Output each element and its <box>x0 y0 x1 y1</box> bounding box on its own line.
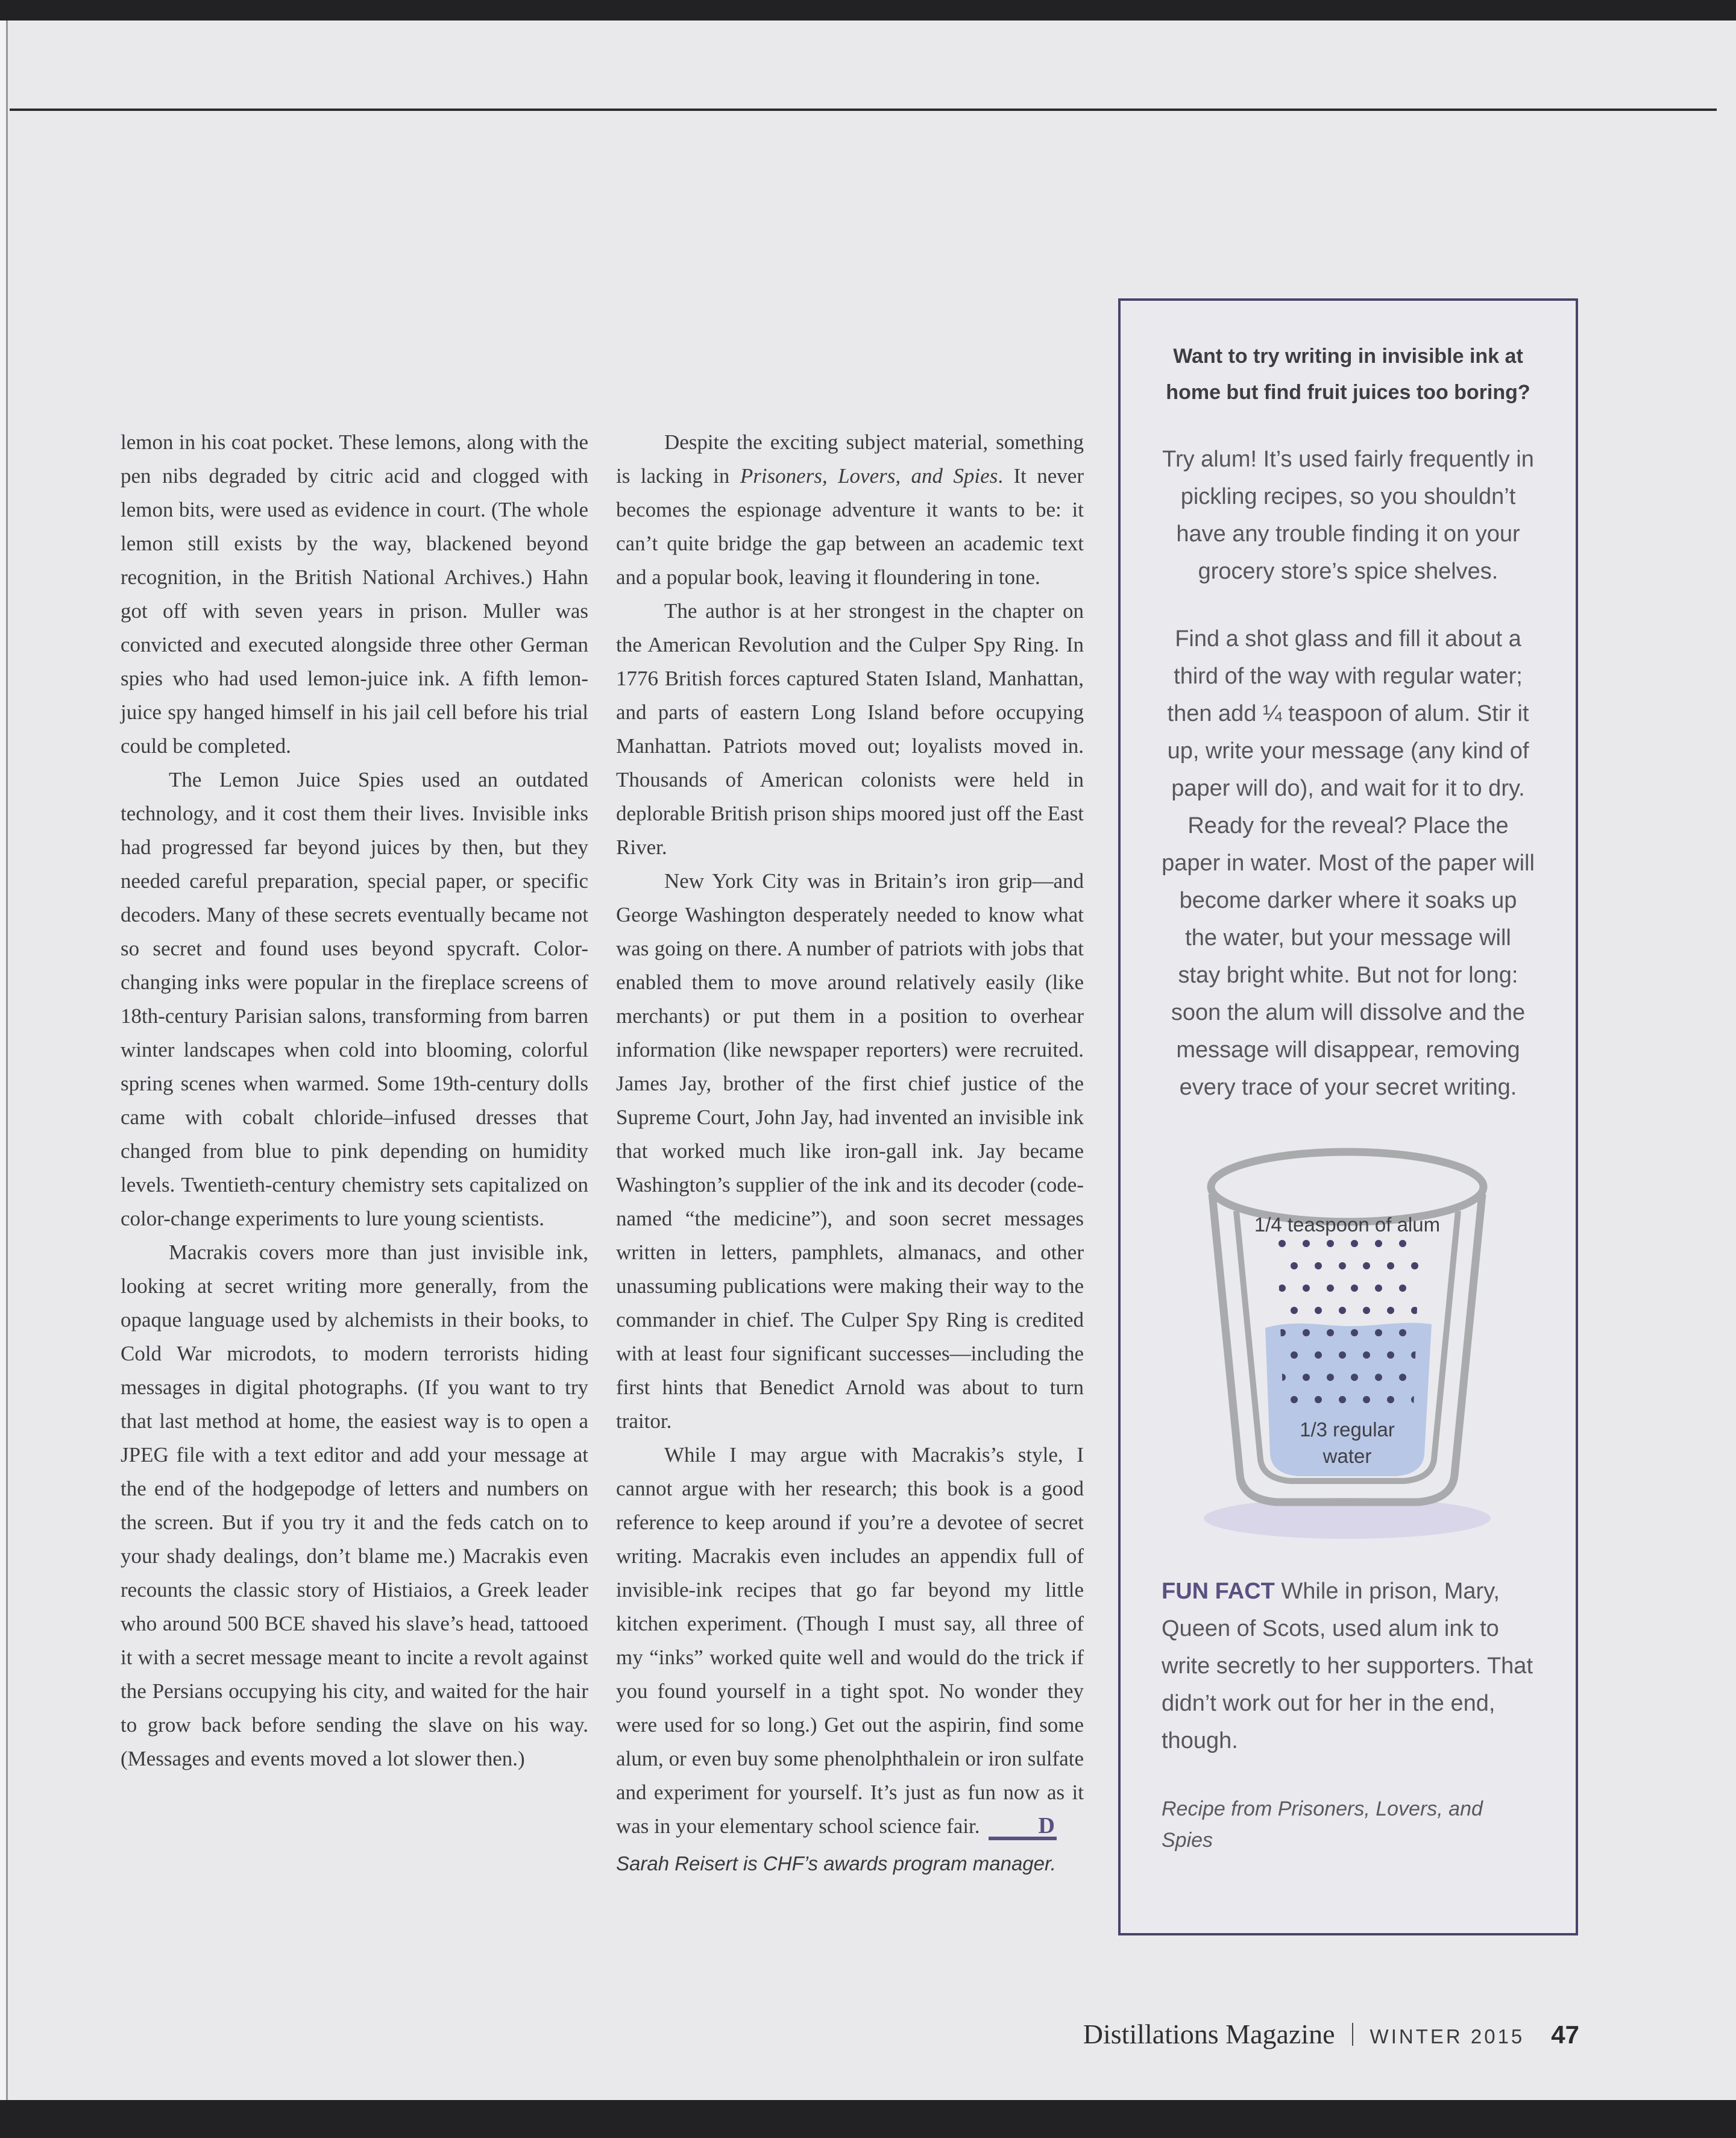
article-endmark: D <box>989 1816 1057 1840</box>
label-water-line2: water <box>1322 1445 1371 1467</box>
scan-edge-top <box>0 0 1736 20</box>
alum-dot-field <box>1277 1239 1420 1410</box>
glass-rim <box>1211 1152 1483 1222</box>
paragraph-text: . It never becomes the espionage adventure it wants to be: it can’t quite bridge the gap between an academic text and a popular book, leaving it floundering in tone. <box>616 464 1084 589</box>
paragraph: The author is at her strongest in the chapter on the American Revolution and the Culper Spy Ring. In 1776 British forces captured Staten Island, Manhattan, and parts of eastern Long Island before occupying Manhattan. Patriots moved out; loyalists moved in. Thousands of American colonists were held in deplorable British prison ships moored just off the East River. <box>616 599 1084 859</box>
scan-edge-bottom <box>0 2100 1736 2138</box>
page-footer <box>964 2018 1579 2050</box>
page-edge-line <box>6 20 8 2100</box>
sidebar-intro: Try alum! It’s used fairly frequently in pickling recipes, so you shouldn’t have any trouble finding it on your grocery store’s spice shelves. <box>1162 447 1534 584</box>
fun-fact-label: FUN FACT <box>1162 1579 1275 1604</box>
paragraph-text: Despite the exciting subject material, something is lacking in <box>616 430 1084 488</box>
paragraph: Macrakis covers more than just invisible ink, looking at secret writing more generally, from the opaque language used by alchemists in their books, to Cold War microdots, to modern terrorists hiding messages in digital photographs. (If you want to try that last method at home, the easiest way is to open a JPEG file with a text editor and add your message at the end of the hodgepodge of letters and numbers on the screen. But if you try it and the feds catch on to your shady dealings, don’t blame me.) Macrakis even recounts the classic story of Histiaios, a Greek leader who around 500 BCE shaved his slave’s head, tattooed it with a secret message meant to incite a revolt against the Persians occupying his city, and waited for the hair to grow back before sending the slave on his way. (Messages and events moved a lot slower then.) <box>121 1240 588 1770</box>
footer-page-number: 47 <box>1551 2020 1579 2049</box>
left-column <box>121 426 588 1776</box>
sidebar-box <box>1118 298 1578 1935</box>
book-title: Prisoners, Lovers, and Spies <box>740 464 998 488</box>
header-rule <box>10 108 1717 111</box>
page-edge-sliver <box>0 20 6 2100</box>
footer-separator <box>1352 2023 1353 2046</box>
recipe-credit: Recipe from Prisoners, Lovers, and Spies <box>1162 1797 1483 1852</box>
paragraph <box>616 1438 1084 1843</box>
shot-glass-illustration <box>1192 1143 1505 1541</box>
byline: Sarah Reisert is CHF’s awards program manager. <box>616 1852 1056 1875</box>
footer-magazine-name: Distillations Magazine <box>1083 2019 1335 2049</box>
sidebar-instructions: Find a shot glass and fill it about a third of the way with regular water; then add ¼ teaspoon of alum. Stir it up, write your message (any kind of paper will do), and wait for it to dry. Ready for the reveal? Place the paper in water. Most of the paper will become darker where it soaks up the water, but your message will stay bright white. But not for long: soon the alum will dissolve and the message will disappear, removing every trace of your secret writing. <box>1162 626 1535 1100</box>
label-alum: 1/4 teaspoon of alum <box>1254 1213 1440 1236</box>
paragraph: The Lemon Juice Spies used an outdated technology, and it cost them their lives. Invisible inks had progressed far beyond juices by then, but they needed careful preparation, special paper, or specific decoders. Many of these secrets eventually became not so secret and found uses beyond spycraft. Color-changing inks were popular in the fireplace screens of 18th-century Parisian salons, transforming from barren winter landscapes when cold into blooming, colorful spring scenes when warmed. Some 19th-century dolls came with cobalt chloride–infused dresses that changed from blue to pink depending on humidity levels. Twentieth-century chemistry sets capitalized on color-change experiments to lure young scientists. <box>121 768 588 1230</box>
sidebar-content <box>1121 338 1576 1856</box>
paragraph: New York City was in Britain’s iron grip—and George Washington desperately needed to know what was going on there. A number of patriots with jobs that enabled them to move around relatively easily (like merchants) or put them in a position to overhear information (like newspaper reporters) were recruited. James Jay, brother of the first chief justice of the Supreme Court, John Jay, had invented an invisible ink that worked much like iron-gall ink. Jay became Washington’s supplier of the ink and its decoder (code-named “the medicine”), and soon secret messages written in letters, pamphlets, almanacs, and other unassuming publications were making their way to the commander in chief. The Culper Spy Ring is credited with at least four significant successes—including the first hints that Benedict Arnold was about to turn traitor. <box>616 869 1084 1433</box>
middle-column <box>616 426 1084 1877</box>
paragraph <box>616 426 1084 594</box>
fun-fact-text: While in prison, Mary, Queen of Scots, used alum ink to write secretly to her supporters. That didn’t work out for her in the end, though. <box>1162 1579 1533 1753</box>
footer-issue: WINTER 2015 <box>1370 2025 1525 2048</box>
paragraph: lemon in his coat pocket. These lemons, along with the pen nibs degraded by citric acid and clogged with lemon bits, were used as evidence in court. (The whole lemon still exists by the way, blackened beyond recognition, in the British National Archives.) Hahn got off with seven years in prison. Muller was convicted and executed alongside three other German spies who had used lemon-juice ink. A fifth lemon-juice spy hanged himself in his jail cell before his trial could be completed. <box>121 430 588 758</box>
paragraph-text: While I may argue with Macrakis’s style, I cannot argue with her research; this book is a good reference to keep around if you’re a devotee of secret writing. Macrakis even includes an appendix full of invisible-ink recipes that go far beyond my little kitchen experiment. (Though I must say, all three of my “inks” worked quite well and would do the trick if you found yourself in a tight spot. No wonder they were used for so long.) Get out the aspirin, find some alum, or even buy some phenolphthalein or iron sulfate and experiment for yourself. It’s just as fun now as it was in your elementary school science fair. <box>616 1443 1084 1838</box>
label-water-line1: 1/3 regular <box>1299 1418 1395 1441</box>
sidebar-heading: Want to try writing in invisible ink at home but find fruit juices too boring? <box>1166 345 1530 404</box>
fun-fact <box>1162 1573 1535 1759</box>
